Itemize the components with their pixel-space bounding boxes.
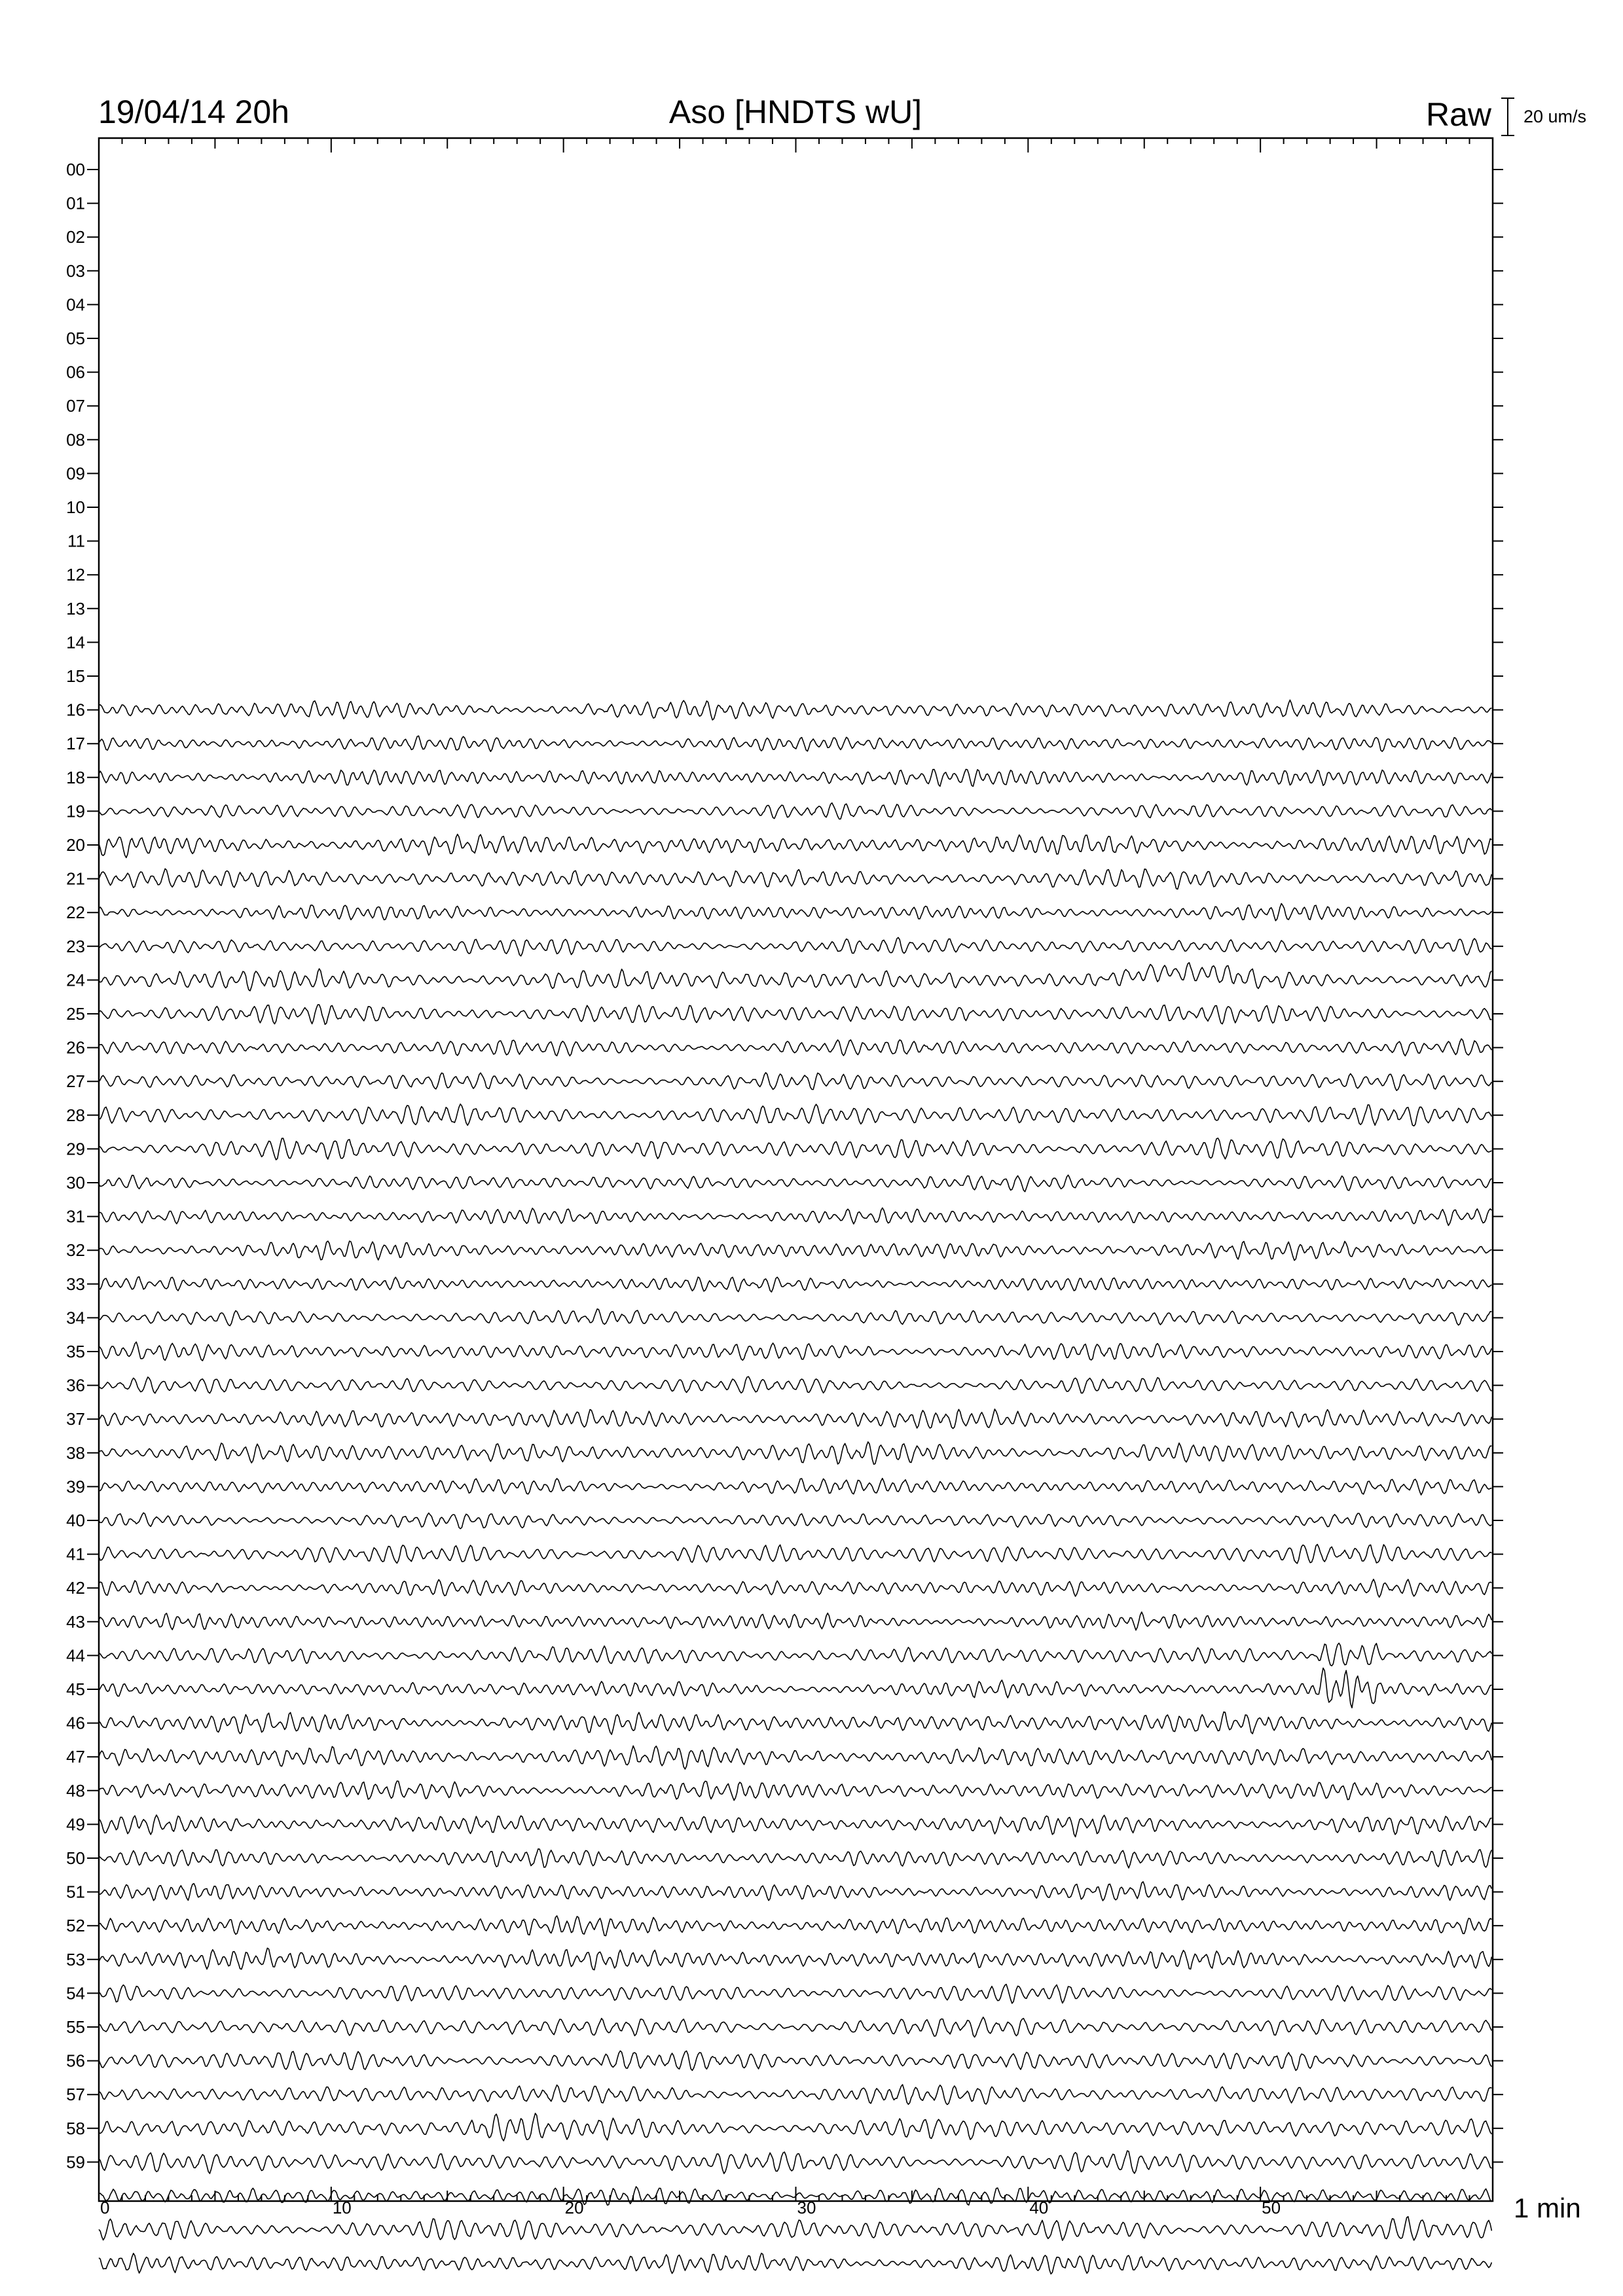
row-label: 00 (66, 160, 85, 179)
traces (99, 700, 1491, 2274)
trace-row-next-2 (99, 2253, 1491, 2274)
row-label: 29 (66, 1139, 85, 1159)
row-label: 28 (66, 1105, 85, 1125)
row-label: 12 (66, 565, 85, 585)
trace-row-52 (99, 1916, 1491, 1936)
x-tick-label: 0 (100, 2198, 110, 2217)
trace-row-44 (99, 1643, 1491, 1666)
row-label: 11 (67, 531, 85, 551)
trace-row-36 (99, 1376, 1491, 1393)
row-label: 02 (66, 227, 85, 247)
mode-label: Raw (1425, 96, 1491, 133)
trace-row-37 (99, 1409, 1491, 1429)
row-label: 19 (66, 801, 85, 821)
row-label: 39 (66, 1477, 85, 1497)
x-tick-label: 10 (332, 2198, 352, 2217)
row-label: 23 (66, 936, 85, 956)
plot-frame (99, 138, 1493, 2201)
trace-row-59 (99, 2151, 1491, 2174)
trace-row-25 (99, 1005, 1491, 1024)
trace-row-29 (99, 1138, 1491, 1160)
trace-row-50 (99, 1849, 1491, 1868)
row-label: 13 (66, 598, 85, 619)
trace-row-21 (99, 869, 1491, 889)
trace-row-53 (99, 1948, 1491, 1969)
trace-row-43 (99, 1612, 1491, 1630)
trace-row-32 (99, 1241, 1491, 1261)
row-label: 17 (66, 734, 85, 754)
x-axis-label: 1 min (1514, 2193, 1581, 2223)
x-tick-label: 20 (564, 2198, 584, 2217)
row-label: 58 (66, 2118, 85, 2138)
row-label: 50 (66, 1848, 85, 1868)
row-label: 25 (66, 1004, 85, 1024)
trace-row-49 (99, 1815, 1491, 1837)
trace-row-46 (99, 1712, 1491, 1735)
x-tick-label: 30 (797, 2198, 816, 2217)
trace-row-35 (99, 1342, 1491, 1361)
row-label: 54 (66, 1983, 85, 2003)
trace-row-47 (99, 1746, 1491, 1769)
trace-row-26 (99, 1039, 1491, 1056)
row-label: 53 (66, 1949, 85, 1969)
row-label: 06 (66, 362, 85, 382)
trace-row-23 (99, 937, 1491, 956)
row-label: 09 (66, 463, 85, 484)
trace-row-40 (99, 1513, 1491, 1528)
row-label: 57 (66, 2085, 85, 2105)
datetime-label: 19/04/14 20h (98, 94, 289, 130)
row-label: 45 (66, 1679, 85, 1699)
row-label: 26 (66, 1037, 85, 1058)
row-label: 32 (66, 1240, 85, 1261)
row-label: 56 (66, 2051, 85, 2071)
trace-row-56 (99, 2051, 1491, 2071)
row-label: 30 (66, 1173, 85, 1193)
trace-row-17 (99, 736, 1491, 751)
trace-row-22 (99, 904, 1491, 921)
trace-row-55 (99, 2017, 1491, 2037)
trace-row-27 (99, 1073, 1491, 1090)
row-label: 27 (66, 1071, 85, 1092)
row-label: 04 (66, 295, 85, 315)
row-labels (66, 160, 1503, 2172)
trace-row-20 (99, 834, 1491, 858)
row-label: 51 (66, 1882, 85, 1902)
trace-row-39 (99, 1479, 1491, 1495)
trace-row-48 (99, 1781, 1491, 1801)
trace-row-16 (99, 700, 1491, 721)
trace-row-18 (99, 769, 1491, 786)
row-label: 42 (66, 1578, 85, 1598)
trace-row-42 (99, 1579, 1491, 1597)
trace-row-51 (99, 1882, 1491, 1901)
row-label: 14 (66, 632, 85, 653)
row-label: 49 (66, 1814, 85, 1835)
row-label: 20 (66, 835, 85, 855)
row-label: 33 (66, 1274, 85, 1294)
row-label: 01 (66, 193, 85, 213)
row-label: 55 (66, 2017, 85, 2037)
row-label: 21 (66, 869, 85, 889)
row-label: 18 (66, 767, 85, 787)
trace-row-next-1 (99, 2217, 1491, 2240)
trace-row-33 (99, 1277, 1491, 1292)
top-axis-ticks (99, 138, 1493, 152)
row-label: 31 (66, 1206, 85, 1227)
row-label: 35 (66, 1342, 85, 1361)
row-label: 08 (66, 429, 85, 450)
trace-row-54 (99, 1984, 1491, 2003)
trace-row-45 (99, 1668, 1491, 1708)
trace-row-38 (99, 1442, 1491, 1464)
row-label: 38 (66, 1443, 85, 1463)
trace-row-34 (99, 1309, 1491, 1326)
trace-row-24 (99, 963, 1491, 991)
trace-row-41 (99, 1545, 1491, 1564)
row-label: 34 (66, 1308, 85, 1328)
row-label: 47 (66, 1747, 85, 1767)
row-label: 03 (66, 260, 85, 281)
trace-row-58 (99, 2113, 1491, 2141)
row-label: 40 (66, 1511, 85, 1530)
station-title: Aso [HNDTS wU] (668, 94, 922, 130)
row-label: 46 (66, 1713, 85, 1733)
trace-row-31 (99, 1208, 1491, 1226)
trace-row-19 (99, 803, 1491, 819)
scale-bar (1501, 98, 1514, 135)
row-label: 43 (66, 1611, 85, 1632)
row-label: 07 (66, 396, 85, 416)
row-label: 24 (66, 970, 85, 990)
row-label: 44 (66, 1645, 85, 1666)
row-label: 36 (66, 1375, 85, 1395)
row-label: 41 (66, 1544, 85, 1564)
trace-row-28 (99, 1104, 1491, 1126)
row-label: 22 (66, 903, 85, 923)
trace-row-30 (99, 1175, 1491, 1191)
row-label: 16 (66, 700, 85, 720)
x-tick-label: 40 (1029, 2198, 1049, 2217)
row-label: 10 (66, 497, 85, 517)
row-label: 15 (66, 666, 85, 686)
x-tick-label: 50 (1262, 2198, 1281, 2217)
trace-row-57 (99, 2085, 1491, 2105)
row-label: 37 (66, 1409, 85, 1429)
row-label: 05 (66, 329, 85, 348)
scale-label: 20 um/s (1523, 107, 1587, 126)
row-label: 48 (66, 1780, 85, 1801)
row-label: 52 (66, 1916, 85, 1936)
row-label: 59 (66, 2152, 85, 2172)
